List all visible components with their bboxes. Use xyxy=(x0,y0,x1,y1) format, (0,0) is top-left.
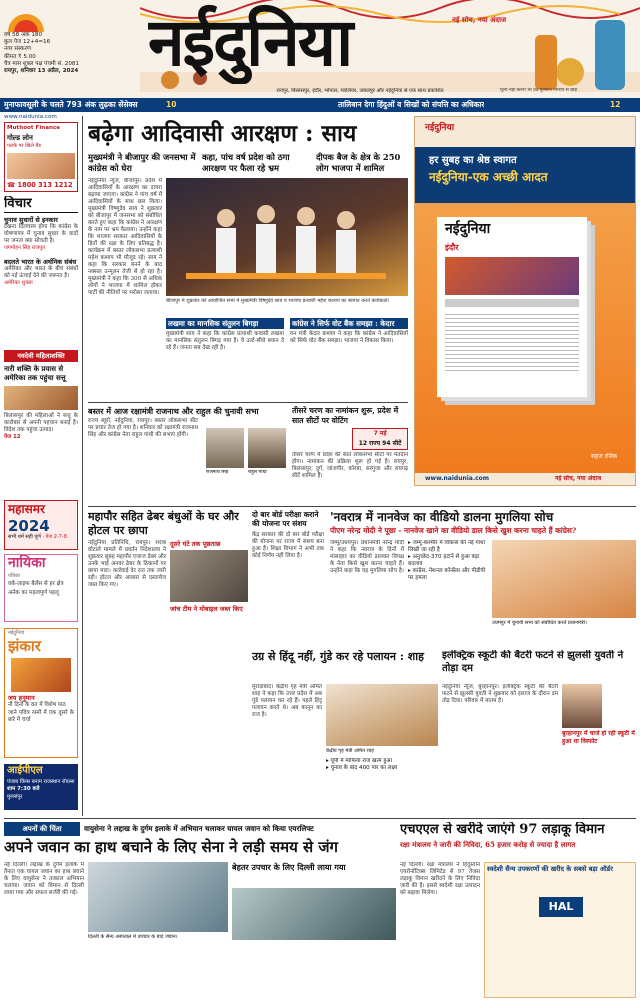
opinion-title: विचार xyxy=(4,196,78,213)
opinion-item2-head[interactable]: बदलते भारत के अर्थनिक संबंध xyxy=(4,257,77,266)
mahasamar-sub: सभी धर्म सही पूर्ण · पेज 2-7-8 xyxy=(8,534,67,540)
army-photo xyxy=(88,862,228,932)
hal-deck: रक्षा मंत्रालय ने जारी की निविदा, 65 हजार करोड़ से ज्यादा है लागत xyxy=(400,840,576,849)
shah-bullets xyxy=(326,758,438,772)
ad-naidunia[interactable] xyxy=(414,116,636,486)
dhebar-story xyxy=(88,510,248,720)
jhankar-item1: जय हनुमान xyxy=(8,694,35,702)
shah-bullet-2: ▸ चुनाव के बाद 400 पार का लक्ष्य xyxy=(326,765,398,771)
congress-head[interactable]: कांग्रेस ने सिर्फ वोट बैंक समझा : केदार xyxy=(290,318,408,329)
congress-story xyxy=(290,318,408,380)
lakshmi-body: मुख्यमंत्री साय ने कहा कि कांग्रेस प्रत्याशी कवासी लखमा का मानसिक संतुलन बिगड़ गया है। वे उल्टे-सीधे बयान दे रहे हैं। जनता सब देख रही है। xyxy=(166,331,284,351)
ipl-title: आईपीएल xyxy=(7,765,43,776)
teaser-left-page: 10 xyxy=(166,100,177,109)
shah-bullet-1: ▸ यूपी में माफिया राज खत्म हुआ xyxy=(326,758,393,764)
army-caption: दिल्ली के सैन्य अस्पताल में उपचार के बाद जवान। xyxy=(88,934,178,940)
logo-sun xyxy=(6,6,46,32)
opinion-item1-body: देखना दिलचस्प होगा कि कांग्रेस के घोषणापत्र में चुनाव सुधार के वादों पर जनता क्या सोचती है। xyxy=(4,224,78,245)
lead-photo xyxy=(166,178,408,296)
scooty-story xyxy=(442,650,636,812)
ad-line1: हर सुबह का श्रेष्ठ स्वागत xyxy=(429,155,517,166)
army-body: नई दिल्ली। लद्दाख के दुर्गम इलाके में तैनात एक घायल जवान का हाथ बचाने के लिए वायुसेना ने तत्काल अभियान चलाया। जवान को विमान से दिल्ली लाया गया और सफल सर्जरी की गई। xyxy=(4,862,84,896)
dhebar-head[interactable]: महापौर सहित ढेबर बंधुओं के घर और होटल पर छापा xyxy=(88,510,239,537)
ad-paper-stack xyxy=(437,217,587,397)
hal-sub: स्वदेशी सैन्य उपकरणों की खरीद के सबसे बड़ा ऑर्डर xyxy=(487,865,613,873)
lead-headline[interactable]: बढ़ेगा आदिवासी आरक्षण : साय xyxy=(88,120,357,147)
navratri-bullet-1: ▸ जम्मू-कश्मीर में विकास की नई गाथा लिखी जा रही है xyxy=(408,540,486,553)
ad-paper-city: इंदौर xyxy=(445,242,459,252)
left-column-rule xyxy=(82,116,83,816)
naayika-item1: वर्क-लाइफ बैलेंस से हर क्षेत्र xyxy=(8,580,64,587)
scooty-side: बुरहानपुर में चार्ज हो रही स्कूटी में हुआ था विस्फोट xyxy=(562,730,635,745)
lead-bottom-rule xyxy=(88,402,408,403)
navratri-bullets xyxy=(408,540,488,582)
hal-head[interactable]: एचएएल से खरीदे जाएंगे 97 लड़ाकू विमान xyxy=(400,822,605,837)
navratri-story xyxy=(330,510,636,646)
navratri-bullet-2: ▸ अनुच्छेद-370 हटाने से हुआ बड़ा बदलाव xyxy=(408,554,480,567)
ad-line2: नईदुनिया-एक अच्छी आदत xyxy=(429,169,548,184)
teaser-bar xyxy=(0,98,640,112)
hanuman-image xyxy=(11,658,71,692)
cities-line: रायपुर, बिलासपुर, इंदौर, भोपाल, ग्वालियर, जबलपुर और नईदुनिया से एक साथ प्रकाशित xyxy=(276,88,444,94)
phase3-head[interactable]: तीसरे चरण का नामांकन शुरू, प्रदेश में सात सीटों पर वोटिंग xyxy=(292,406,399,425)
exam-story xyxy=(252,510,324,670)
shah-head[interactable]: उग्र से हिंदू नहीं, गुंडे कर रहे पलायन : शाह xyxy=(252,650,424,663)
scooty-body: नईदुनिया न्यूज, बुरहानपुर। इलेक्ट्रिक स्कूटी की बैटरी फटने से झुलसी युवती ने शुक्रवार को इलाज के दौरान दम तोड़ दिया। परिवार में मातम है। xyxy=(442,684,558,704)
opinion-item2-byline: अमेरिका शुक्ला xyxy=(4,279,33,286)
jhankar-item2: नौ दिनों के व्रत में विशेष पाठ xyxy=(8,702,66,708)
navratri-head[interactable]: 'नवरात्र में नानवेज का वीडियो डालना मुगलिया सोच xyxy=(330,510,554,524)
ad-paper-photo xyxy=(445,257,579,295)
phase3-story xyxy=(292,406,408,502)
ad-web[interactable]: www.naidunia.com xyxy=(425,475,490,482)
shah-body: मुरादाबाद। केंद्रीय गृह मंत्री अमित शाह ने कहा कि उत्तर प्रदेश में अब गुंडे पलायन कर रहे हैं। पहले हिंदू पलायन करते थे। अब कानून का राज है। xyxy=(252,684,322,718)
modi-photo xyxy=(492,540,636,618)
muthoot-phone xyxy=(7,181,77,189)
naayika-title: नायिका xyxy=(8,555,46,571)
slogan: नई सोच, नया अंदाज xyxy=(452,16,507,24)
navdurga-page: पेज 12 xyxy=(4,433,21,440)
ipl-time: शाम 7:30 बजे xyxy=(7,786,40,792)
muthoot-brand: Muthoot Finance xyxy=(7,125,61,131)
bastar-head[interactable]: बस्तर में आज रक्षामंत्री राजनाथ और राहुल की चुनावी सभा xyxy=(88,406,259,416)
ad-paper-line xyxy=(445,299,579,307)
phase3-datebox xyxy=(352,428,408,450)
hal-sub-box xyxy=(484,862,636,998)
lakshmi-story xyxy=(166,318,284,380)
army-head[interactable]: अपने जवान का हाथ बचाने के लिए सेना ने लड़ी समय से जंग xyxy=(4,838,338,856)
bottom-rule xyxy=(4,818,636,819)
teaser-right[interactable]: तालिबान देगा हिंदुओं व सिखों को संपत्ति का अधिकार xyxy=(338,100,485,109)
ad-brand: नईदुनिया xyxy=(425,123,455,133)
navdurga-section xyxy=(4,350,78,488)
mid-rule xyxy=(88,506,636,507)
congress-body: वन मंत्री केदार कश्यप ने कहा कि कांग्रेस ने आदिवासियों को सिर्फ वोट बैंक समझा। भाजपा ने विकास किया। xyxy=(290,331,408,344)
ad-paper-title: नईदुनिया xyxy=(445,221,491,237)
dhebar-sub2: जांच टीम ने मोबाइल जब्त किए xyxy=(170,605,243,613)
ad-muthoot[interactable] xyxy=(4,122,78,192)
bastar-story xyxy=(88,406,288,502)
phase3-body: तीसरे चरण में प्रदेश की सात लोकसभा सीटों पर मतदान होगा। नामांकन की प्रक्रिया शुरू हो गई है। रायपुर, बिलासपुर, दुर्ग, जांजगीर, कोरबा, सरगुजा और रायगढ़ सीटें शामिल हैं। xyxy=(292,452,408,479)
lead-caption: बीजापुर में शुक्रवार को आयोजित सभा में मुख्यमंत्री विष्णुदेव साय व भाजपा प्रत्याशी महेश कश्यप का स्वागत करते कार्यकर्ता। xyxy=(166,298,390,304)
ad-slogan: नई सोच, नया अंदाज xyxy=(555,475,602,482)
hal-logo: HAL xyxy=(539,897,583,917)
ipl-match: पंजाब किंग्स बनाम राजस्थान रॉयल्स xyxy=(7,778,75,785)
dhebar-sub1: दूसरे घंटे तक पूछताछ xyxy=(170,540,221,548)
rahul-photo xyxy=(248,428,286,468)
lead-deck-left: मुख्यमंत्री ने बीजापुर की जनसभा में कांग्रेस को घेरा xyxy=(88,152,196,173)
jhankar-title: झंकार xyxy=(8,637,41,656)
naayika-sub: पत्रिका xyxy=(8,572,21,579)
rajnath-photo xyxy=(206,428,244,468)
price-note: मूल्य नहीं करना भी उठ पूर्णरूप नगरीय से छोड़े xyxy=(500,88,578,93)
muthoot-tagline: पलके पर खिले बैंड xyxy=(7,142,42,149)
teaser-left[interactable]: मुनाफावसूली के चलते 793 अंक लुढ़का सेंसेक्स xyxy=(4,100,138,109)
naayika-box[interactable] xyxy=(4,554,78,622)
victim-photo xyxy=(562,684,602,728)
jhankar-sub: नईदुनिया xyxy=(8,630,25,636)
navdurga-title: नवदेवी महिलाशक्ति xyxy=(4,350,78,362)
exam-head[interactable]: दो बार बोर्ड परीक्षा कराने की योजना पर संशय xyxy=(252,510,319,529)
navdurga-body: बिलासपुर की महिलाओं ने सत्तू के कारोबार से अपनी पहचान बनाई है। विदेश तक पहुंचा उत्पाद। xyxy=(4,412,78,433)
army-sub: बेहतर उपचार के लिए दिल्ली लाया गया xyxy=(232,862,346,872)
lead-body: नईदुनिया न्यूज, बीजापुर। प्रदेश में आदिवासियों के आरक्षण का दायरा बढ़ाया जाएगा। कांग्रेस ने पांच वर्ष में आदिवासियों के साथ छल किया। मुख्यमंत्री विष्णुदेव साय ने शुक्रवार को बीजापुर में जनसभा को संबोधित करते हुए कहा कि कांग्रेस ने आरक्षण के नाम पर भ्रम फैलाया। उन्होंने कहा कि भाजपा सरकार आदिवासियों के हितों की रक्षा के लिए प्रतिबद्ध है। कार्यक्रम में बस्तर लोकसभा प्रत्याशी महेश कश्यप भी मौजूद रहे। साय ने कहा कि सरकार बनने के बाद नक्सल उन्मूलन तेजी से हो रहा है। मुख्यमंत्री ने कहा कि 300 से अधिक लोगों ने भाजपा में शामिल होकर पार्टी की नीतियों पर भरोसा जताया। xyxy=(88,178,162,296)
dhebar-photo xyxy=(170,550,248,602)
jhankar-box[interactable] xyxy=(4,628,78,758)
shah-caption: केंद्रीय गृह मंत्री अमित शाह xyxy=(326,748,374,754)
ad-banner xyxy=(415,147,636,203)
shah-story xyxy=(252,650,438,812)
lead-deck-right: दीपक बैज के क्षेत्र के 250 लोग भाजपा में शामिल xyxy=(316,152,401,173)
muthoot-photo xyxy=(7,153,75,179)
army-label: अपनों की चिंता xyxy=(4,822,80,836)
army-photo-2 xyxy=(232,888,396,940)
jhankar-item3: जाने पवित्र रस्मों में एक दूसरे के बारे में चर्चा xyxy=(8,710,74,723)
opinion-item2-body: अमेरिका और भारत के बीच संबंधों को नई ऊंचाई देने की जरूरत है। xyxy=(4,265,78,279)
phase3-seats: 12 राज्य 94 सीटें xyxy=(358,440,402,447)
phase3-date: 7 मई xyxy=(373,430,387,437)
navratri-bullet-3: ▸ कांग्रेस, नेशनल कॉन्फ्रेंस और पीडीपी पर हमला xyxy=(408,568,486,581)
shah-photo xyxy=(326,684,438,746)
bastar-body: राज्य ब्यूरो, नईदुनिया, रायपुर। बस्तर लोकसभा सीट पर प्रचार तेज हो गया है। शनिवार को रक्षामंत्री राजनाथ सिंह और कांग्रेस नेता राहुल गांधी की सभाएं होंगी। xyxy=(88,418,198,438)
edition-info: वर्ष 58 अंक 180 कुल पेज 12+4=16 नगर संस्करण कीमत ₹ 5.00 चैत्र मास शुक्ल पक्ष पंचमी सं. 2081 रायपुर, शनिवार 13 अप्रैल, 2024 xyxy=(4,32,80,75)
opinion-section xyxy=(4,196,78,374)
opinion-item1-byline: जगमोहन सिंह राजपूत xyxy=(4,245,45,252)
muthoot-phone-number[interactable]: 1800 313 1212 xyxy=(17,181,73,189)
navratri-caption: उधमपुर में चुनावी सभा को संबोधित करते प्रधानमंत्री। xyxy=(492,620,587,626)
mahasamar-box[interactable] xyxy=(4,500,78,550)
naayika-item2: अनेक का महत्वपूर्ण पहलू xyxy=(8,589,59,596)
lead-deck-mid: कहा, पांच वर्ष प्रदेश को ठगा आरक्षण पर फैला रहे भ्रम xyxy=(202,152,290,173)
navratri-body: जम्मू/उधमपुर। प्रधानमंत्री नरेन्द्र मोदी ने कहा कि नवरात्र के दिनों में मांसाहार का वीडियो डालकर विपक्ष के नेता किसे खुश करना चाहते हैं। उन्होंने कहा कि यह मुगलिया सोच है। xyxy=(330,540,404,574)
navratri-deck: पीएम नरेन्द्र मोदी ने पूछा - नानवेज खाने का वीडियो डाल किसे खुश करना चाहते हैं कांग्रेस? xyxy=(330,526,577,535)
rajnath-caption: राजनाथ सिंह xyxy=(206,470,229,475)
muthoot-product: गोल्ड लोन xyxy=(7,133,33,142)
website[interactable]: www.naidunia.com xyxy=(4,114,57,120)
masthead-title: नईदुनिया xyxy=(148,4,352,81)
mahasamar-title: महासमर xyxy=(8,502,45,516)
hal-body: नई दिल्ली। रक्षा मंत्रालय ने हिंदुस्तान एयरोनॉटिक्स लिमिटेड से 97 तेजस लड़ाकू विमान खरीदने के लिए निविदा जारी की है। इससे स्वदेशी रक्षा उत्पादन को बढ़ावा मिलेगा। xyxy=(400,862,480,896)
navdurga-photo xyxy=(4,386,78,410)
ad-paper-text xyxy=(445,311,579,371)
exam-body: केंद्र सरकार की दो बार बोर्ड परीक्षा की योजना पर राज्य में संशय बना हुआ है। शिक्षा विभाग ने अभी तक कोई निर्णय नहीं लिया है। xyxy=(252,531,324,559)
masthead xyxy=(0,0,640,110)
ipl-box[interactable] xyxy=(4,764,78,810)
mahasamar-year: 2024 xyxy=(8,517,50,535)
rahul-caption: राहुल गांधी xyxy=(248,470,267,475)
scooty-head[interactable]: इलेक्ट्रिक स्कूटी की बैटरी फटने से झुलसी युवती ने तोड़ा दम xyxy=(442,650,624,674)
opinion-item1-head[interactable]: चुनाव सुधारों से इनकार xyxy=(4,216,58,225)
ad-sig: सहज रसिक xyxy=(591,453,618,460)
army-strap: वायुसेना ने लद्दाख के दुर्गम इलाके में अभियान चलाकर घायल जवान को किया एयरलिफ्ट xyxy=(84,824,314,833)
ipl-venue: मुल्लांपुर xyxy=(7,793,23,800)
lakshmi-head[interactable]: लखमा का मानसिक संतुलन बिगड़ा xyxy=(166,318,284,329)
teaser-right-page: 12 xyxy=(610,100,621,109)
phone-icon: ☎ xyxy=(7,181,16,189)
navdurga-head[interactable]: नारी शक्ति के प्रयास से अमेरिका तक पहुंचा सत्तू xyxy=(4,364,66,382)
dhebar-body: नईदुनिया प्रतिनिधि, रायपुर। शराब घोटाले मामले में प्रवर्तन निदेशालय ने शुक्रवार सुबह महापौर एजाज ढेबर और उनके भाई अनवर ढेबर के ठिकानों पर छापा मारा। कार्रवाई देर रात तक जारी रही। होटल और आवास से दस्तावेज जब्त किए गए। xyxy=(88,540,166,588)
